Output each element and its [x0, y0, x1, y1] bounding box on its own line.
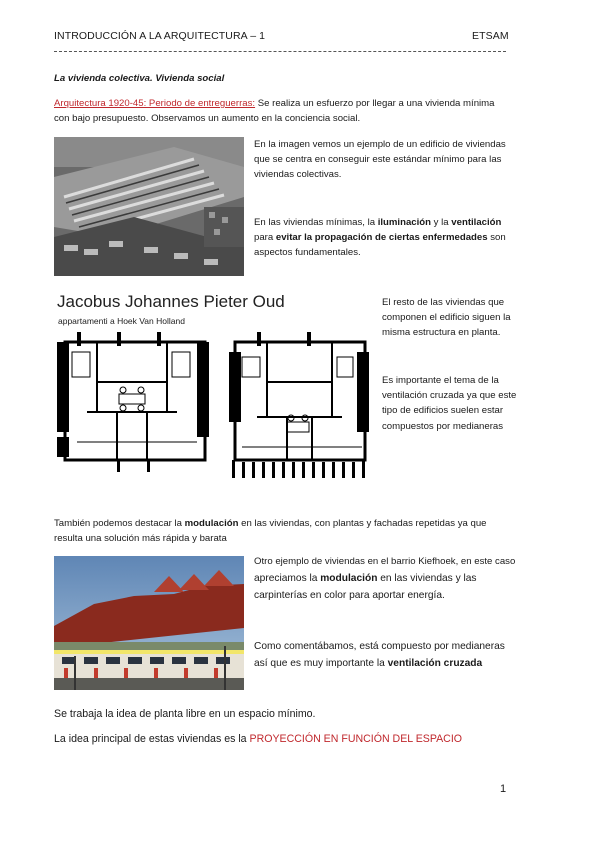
- text-run: La idea principal de estas viviendas es la: [54, 733, 250, 745]
- block2-line: El resto de las viviendas que: [382, 297, 505, 308]
- text-run: en las viviendas y las: [377, 573, 477, 584]
- text-run: así que es muy importante la: [254, 658, 388, 669]
- block3-paragraph-2: [254, 638, 554, 672]
- aerial-photo: [54, 137, 244, 276]
- section-title: La vivienda colectiva. Vivienda social: [54, 73, 225, 84]
- text-run: carpinterías en color para aportar energía.: [254, 590, 445, 601]
- block1-line: En la imagen vemos un ejemplo de un edificio de viviendas: [254, 139, 506, 150]
- block2-line: compuestos por medianeras: [382, 420, 504, 432]
- plan-subtitle: appartamenti a Hoek Van Holland: [58, 316, 185, 326]
- bold-run: modulación: [184, 518, 239, 529]
- header-title: INTRODUCCIÓN A LA ARQUITECTURA – 1: [54, 30, 266, 42]
- block2-line: ventilación cruzada ya que este: [382, 390, 517, 402]
- block2-line: misma estructura en planta.: [382, 327, 501, 339]
- intro-text-1: Se realiza un esfuerzo por llegar a una vivienda mínima: [255, 98, 495, 109]
- bold-run: iluminación: [377, 217, 432, 228]
- block2-paragraph-1: [382, 295, 562, 341]
- intro-link[interactable]: Arquitectura 1920-45: Periodo de entreguerras:: [54, 98, 256, 109]
- bold-run: evitar la propagación de ciertas enfermedades: [275, 232, 488, 244]
- text-run: para: [254, 232, 276, 244]
- block3-paragraph-1: [254, 553, 554, 604]
- text-run: y la: [431, 217, 452, 228]
- floor-plan-drawing: [57, 332, 373, 482]
- text-run: En las viviendas mínimas, la: [254, 217, 378, 228]
- text-run: son: [487, 232, 506, 244]
- text-run: en las viviendas, con plantas y fachadas repetidas ya que: [238, 518, 487, 529]
- highlight-run: PROYECCIÓN EN FUNCIÓN DEL ESPACIO: [249, 733, 463, 745]
- block2-line: tipo de edificios suelen estar: [382, 405, 504, 417]
- closing-line-2: [54, 733, 462, 745]
- intro-text-2: con bajo presupuesto. Observamos un aumento en la conciencia social.: [54, 113, 361, 125]
- block1-paragraph-1: [254, 137, 544, 183]
- modulation-paragraph: [54, 516, 574, 546]
- closing-line-1: Se trabaja la idea de planta libre en un espacio mínimo.: [54, 708, 316, 720]
- block1-paragraph-2: [254, 215, 544, 261]
- bold-run: ventilación cruzada: [387, 658, 483, 669]
- header-school: ETSAM: [472, 30, 509, 42]
- text-run: Otro ejemplo de viviendas en el barrio Kiefhoek, en este caso: [254, 556, 516, 567]
- header-rule: [54, 51, 506, 52]
- plan-title: Jacobus Johannes Pieter Oud: [57, 292, 285, 311]
- block2-paragraph-2: [382, 373, 562, 434]
- text-run: resulta una solución más rápida y barata: [54, 533, 227, 545]
- page-number: 1: [500, 783, 507, 795]
- block1-line: viviendas colectivas.: [254, 169, 342, 181]
- text-run: También podemos destacar la: [54, 518, 185, 529]
- kiefhoek-photo: [54, 556, 244, 690]
- text-run: apreciamos la: [254, 573, 321, 584]
- block1-line: que se centra en conseguir este estándar mínimo para las: [254, 154, 502, 166]
- bold-run: ventilación: [451, 217, 502, 228]
- block2-line: Es importante el tema de la: [382, 375, 499, 386]
- block2-line: componen el edificio siguen la: [382, 312, 511, 324]
- text-run: aspectos fundamentales.: [254, 247, 361, 259]
- intro-paragraph: [54, 96, 554, 126]
- text-run: Como comentábamos, está compuesto por medianeras: [254, 641, 505, 652]
- bold-run: modulación: [320, 573, 378, 584]
